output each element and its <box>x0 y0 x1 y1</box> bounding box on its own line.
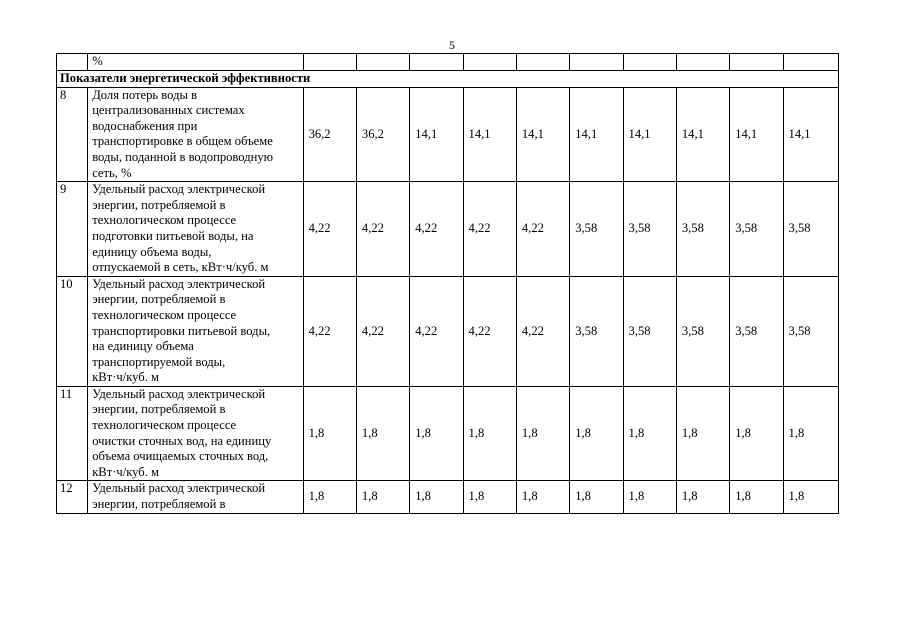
value-cell: 1,8 <box>570 386 623 481</box>
section-row <box>57 70 839 87</box>
indicator-name-line: очистки сточных вод, на единицу <box>92 433 272 448</box>
value-cell: 14,1 <box>570 87 623 182</box>
table-cell <box>463 54 516 71</box>
value-cell: 3,58 <box>730 276 783 386</box>
value-cell: 3,58 <box>676 182 729 277</box>
value-cell: 1,8 <box>676 481 729 513</box>
row-number: 11 <box>57 386 88 481</box>
indicator-name-line: энергии, потребляемой в <box>92 292 226 307</box>
value-cell: 1,8 <box>730 481 783 513</box>
row-number: 9 <box>57 182 88 277</box>
indicator-name <box>88 481 303 513</box>
indicator-name <box>88 276 303 386</box>
page-number: 5 <box>449 38 455 52</box>
value-cell: 14,1 <box>783 87 838 182</box>
indicator-name-line: транспортировке в общем объеме <box>92 134 273 149</box>
value-cell: 1,8 <box>303 386 356 481</box>
value-cell: 1,8 <box>783 386 838 481</box>
indicator-name-line: Удельный расход электрической <box>92 276 266 291</box>
indicator-name <box>88 182 303 277</box>
value-cell: 3,58 <box>783 182 838 277</box>
row-number: 8 <box>57 87 88 182</box>
table-cell <box>303 54 356 71</box>
value-cell: 3,58 <box>623 276 676 386</box>
value-cell: 1,8 <box>516 386 569 481</box>
value-cell: 3,58 <box>570 276 623 386</box>
value-cell: 1,8 <box>623 386 676 481</box>
indicator-name-line: технологическом процессе <box>92 418 237 433</box>
value-cell: 4,22 <box>463 182 516 277</box>
value-cell: 14,1 <box>516 87 569 182</box>
indicator-name-line: энергии, потребляемой в <box>92 402 226 417</box>
value-cell: 4,22 <box>410 182 463 277</box>
value-cell: 4,22 <box>463 276 516 386</box>
table-cell <box>623 54 676 71</box>
indicator-name-line: транспортировки питьевой воды, <box>92 323 271 338</box>
value-cell: 14,1 <box>410 87 463 182</box>
indicator-name-line: кВт·ч/куб. м <box>92 370 159 385</box>
table-row <box>57 54 839 71</box>
table-row <box>57 276 839 386</box>
value-cell: 4,22 <box>516 276 569 386</box>
table-cell <box>570 54 623 71</box>
indicator-name-line: на единицу объема <box>92 339 194 354</box>
value-cell: 1,8 <box>463 481 516 513</box>
indicator-name-line: сеть, % <box>92 165 132 180</box>
table-row <box>57 87 839 182</box>
indicator-name-line: воды, поданной в водопроводную <box>92 149 274 164</box>
value-cell: 4,22 <box>303 182 356 277</box>
table-body <box>57 54 839 514</box>
table-cell <box>516 54 569 71</box>
indicator-name-line: кВт·ч/куб. м <box>92 464 159 479</box>
unit-cell: % <box>88 54 303 71</box>
table-cell <box>356 54 409 71</box>
table-cell <box>730 54 783 71</box>
value-cell: 36,2 <box>356 87 409 182</box>
value-cell: 3,58 <box>676 276 729 386</box>
indicator-name-line: единицу объема воды, <box>92 244 212 259</box>
indicator-name-line: Удельный расход электрической <box>92 386 266 401</box>
table-cell <box>57 54 88 71</box>
indicator-name-line: Доля потерь воды в <box>92 87 198 102</box>
value-cell: 4,22 <box>356 182 409 277</box>
value-cell: 3,58 <box>623 182 676 277</box>
table-cell <box>410 54 463 71</box>
value-cell: 1,8 <box>356 386 409 481</box>
section-title: Показатели энергетической эффективности <box>57 70 839 87</box>
value-cell: 3,58 <box>783 276 838 386</box>
indicator-name-line: энергии, потребляемой в <box>92 497 226 512</box>
value-cell: 4,22 <box>303 276 356 386</box>
table-cell <box>676 54 729 71</box>
indicator-name-line: объема очищаемых сточных вод, <box>92 449 269 464</box>
indicator-name <box>88 87 303 182</box>
indicator-name-line: Удельный расход электрической <box>92 481 266 496</box>
value-cell: 4,22 <box>516 182 569 277</box>
indicator-name-line: технологическом процессе <box>92 213 237 228</box>
value-cell: 1,8 <box>410 386 463 481</box>
value-cell: 4,22 <box>356 276 409 386</box>
value-cell: 1,8 <box>730 386 783 481</box>
value-cell: 3,58 <box>570 182 623 277</box>
indicator-name-line: технологическом процессе <box>92 307 237 322</box>
value-cell: 1,8 <box>676 386 729 481</box>
table-row <box>57 182 839 277</box>
table-row <box>57 481 839 513</box>
value-cell: 1,8 <box>570 481 623 513</box>
value-cell: 3,58 <box>730 182 783 277</box>
indicator-name-line: транспортируемой воды, <box>92 354 226 369</box>
row-number: 10 <box>57 276 88 386</box>
row-number: 12 <box>57 481 88 513</box>
indicator-name-line: водоснабжения при <box>92 118 198 133</box>
value-cell: 14,1 <box>623 87 676 182</box>
value-cell: 4,22 <box>410 276 463 386</box>
table-row <box>57 386 839 481</box>
value-cell: 1,8 <box>463 386 516 481</box>
indicator-name-line: отпускаемой в сеть, кВт·ч/куб. м <box>92 260 269 275</box>
indicator-name-line: энергии, потребляемой в <box>92 197 226 212</box>
value-cell: 14,1 <box>463 87 516 182</box>
indicator-name-line: подготовки питьевой воды, на <box>92 228 254 243</box>
value-cell: 1,8 <box>303 481 356 513</box>
value-cell: 14,1 <box>730 87 783 182</box>
value-cell: 1,8 <box>410 481 463 513</box>
indicator-name <box>88 386 303 481</box>
table-cell <box>783 54 838 71</box>
value-cell: 14,1 <box>676 87 729 182</box>
value-cell: 1,8 <box>356 481 409 513</box>
indicators-table <box>56 53 839 514</box>
indicator-name-line: Удельный расход электрической <box>92 182 266 197</box>
value-cell: 1,8 <box>783 481 838 513</box>
value-cell: 1,8 <box>623 481 676 513</box>
indicator-name-line: централизованных системах <box>92 103 245 118</box>
value-cell: 36,2 <box>303 87 356 182</box>
value-cell: 1,8 <box>516 481 569 513</box>
